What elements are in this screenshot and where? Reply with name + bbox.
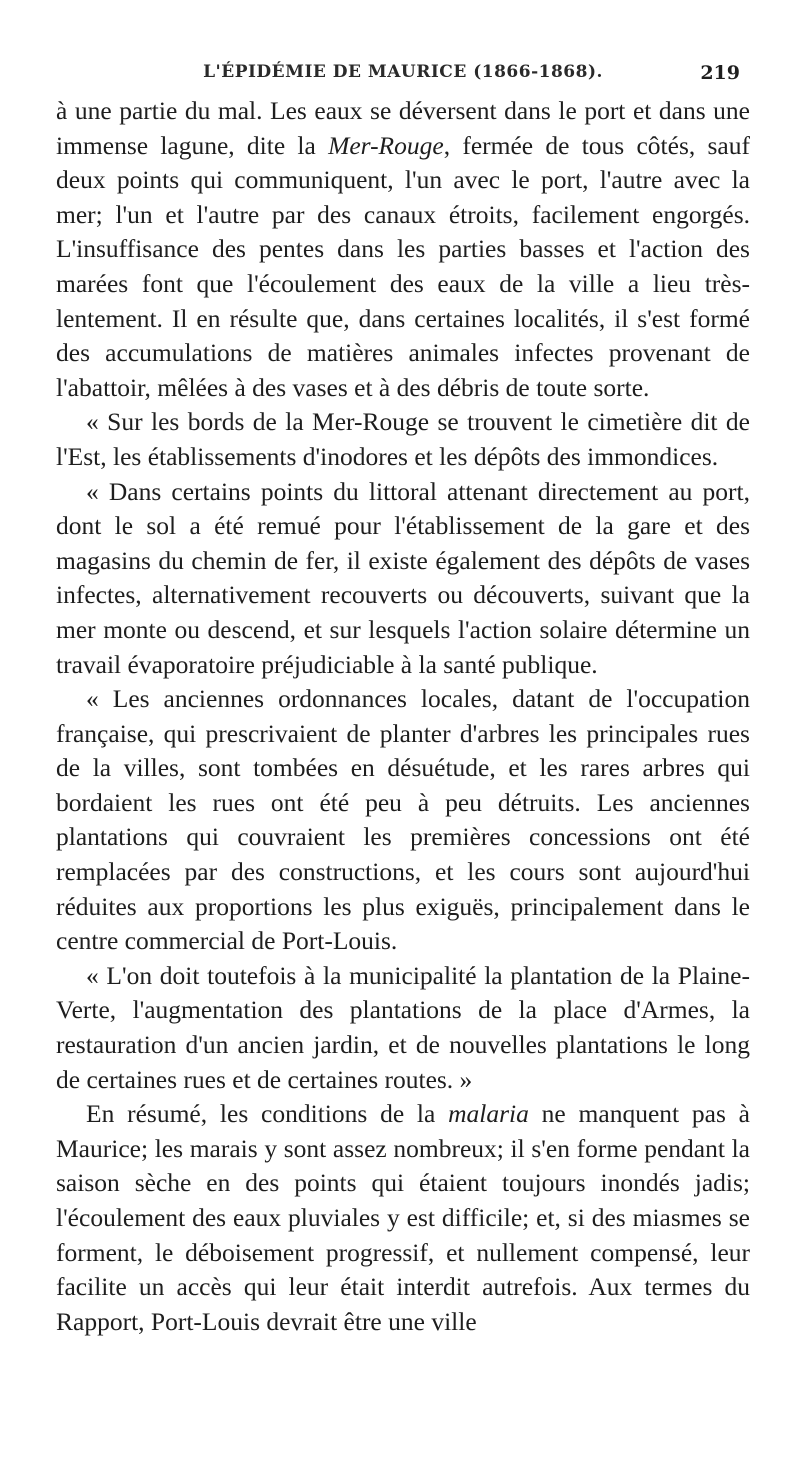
paragraph bbox=[56, 959, 750, 1097]
running-title: L'ÉPIDÉMIE DE MAURICE (1866-1868). bbox=[203, 62, 603, 82]
paragraph bbox=[56, 475, 750, 683]
paragraph bbox=[56, 405, 750, 474]
page-number: 219 bbox=[700, 62, 740, 84]
text-run: à une partie du mal. Les eaux se déversent dans le port et dans une immense lagune, dite la bbox=[56, 96, 750, 160]
paragraph bbox=[56, 94, 750, 405]
italic-run: Mer-Rouge bbox=[328, 130, 444, 160]
text-run: « L'on doit toutefois à la municipalité la plantation de la Plaine-Verte, l'augmentation des plantations de la place d'Armes, la restauration d'un ancien jardin, et de nouvelles plantations le long de certaines rues et de certaines routes. » bbox=[56, 960, 750, 1094]
italic-run: malaria bbox=[448, 1099, 529, 1129]
body-text bbox=[56, 94, 750, 1339]
page-header bbox=[56, 52, 750, 94]
text-run: « Les anciennes ordonnances locales, datant de l'occupation française, qui prescrivaient de planter d'arbres les principales rues de la villes, sont tombées en désuétude, et les rares arbres qui bordaient les rues ont été peu à peu détruits. Les anciennes plantations qui couvraient les premières concessions ont été remplacées par des constructions, et les cours sont aujourd'hui réduites aux proportions les plus exiguës, principalement dans le centre commercial de Port-Louis. bbox=[56, 684, 750, 956]
paragraph bbox=[56, 682, 750, 959]
paragraph bbox=[56, 1097, 750, 1339]
text-run: « Sur les bords de la Mer-Rouge se trouvent le cimetière dit de l'Est, les établissements d'inodores et les dépôts des immondices. bbox=[56, 407, 750, 471]
text-run: « Dans certains points du littoral attenant directement au port, dont le sol a été remué pour l'établissement de la gare et des magasins du chemin de fer, il existe également des dépôts de vases infectes, alternativement recouverts ou découverts, suivant que la mer monte ou descend, et sur lesquels l'action solaire détermine un travail évaporatoire préjudiciable à la santé publique. bbox=[56, 476, 750, 679]
text-run: , fermée de tous côtés, sauf deux points qui communiquent, l'un avec le port, l'autre avec la mer; l'un et l'autre par des canaux étroits, facilement engorgés. L'insuffisance des pentes dans les parties basses et l'action des marées font que l'écoulement des eaux de la ville a lieu très-lentement. Il en résulte que, dans certaines localités, il s'est formé des accumulations de matières animales infectes provenant de l'abattoir, mêlées à des vases et à des débris de toute sorte. bbox=[56, 130, 750, 402]
text-run: En résumé, les conditions de la bbox=[86, 1099, 449, 1129]
text-run: ne manquent pas à Maurice; les marais y sont assez nombreux; il s'en forme pendant la saison sèche en des points qui étaient toujours inondés jadis; l'écoulement des eaux pluviales y est difficile; et, si des miasmes se forment, le déboisement progressif, et nullement compensé, leur facilite un accès qui leur était interdit autrefois. Aux termes du Rapport, Port-Louis devrait être une ville bbox=[56, 1099, 750, 1336]
book-page bbox=[56, 52, 750, 1339]
